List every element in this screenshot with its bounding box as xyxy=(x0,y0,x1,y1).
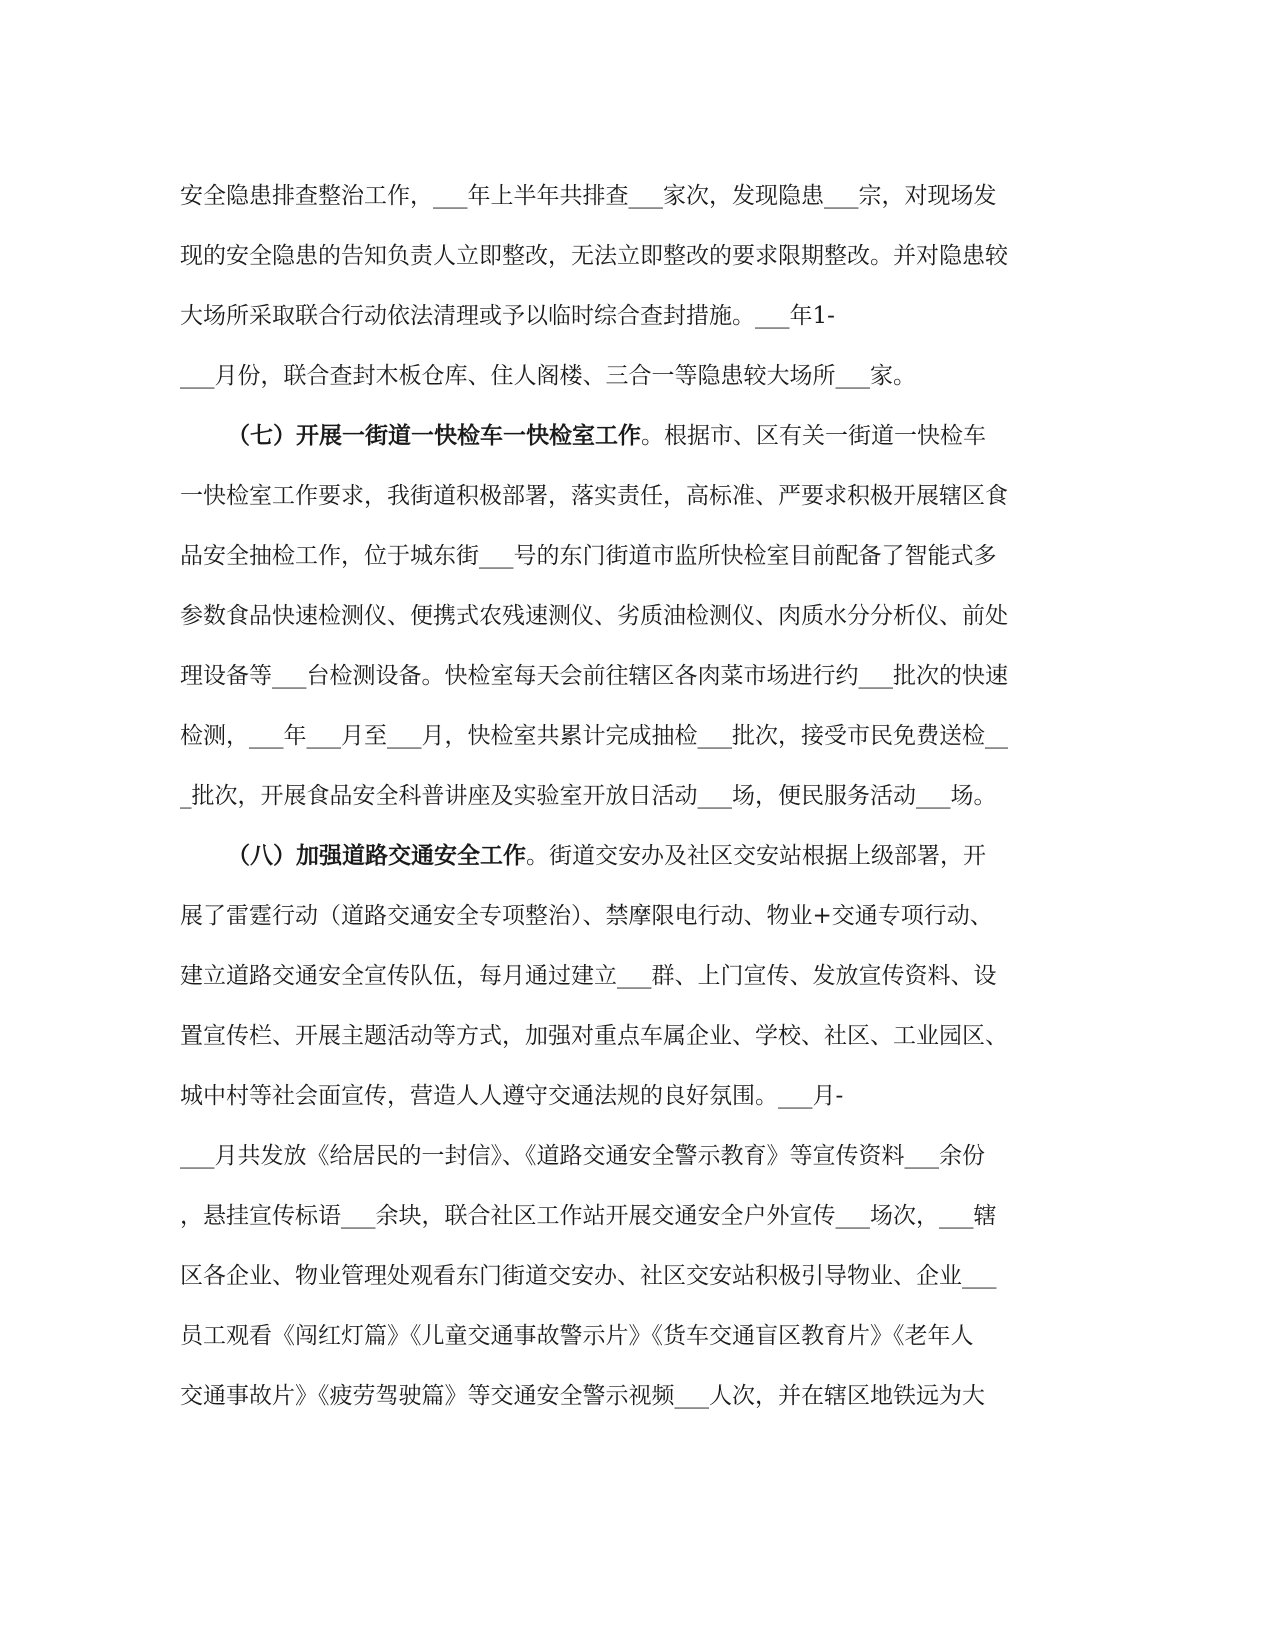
text-line: ___月份，联合查封木板仓库、住人阁楼、三合一等隐患较大场所___家。 xyxy=(180,363,916,389)
section-7-lead: 。根据市、区有关一街道一快检车 xyxy=(641,423,986,449)
text-line: ，悬挂宣传标语___余块，联合社区工作站开展交通安全户外宣传___场次，___辖 xyxy=(180,1203,997,1229)
text-line: 置宣传栏、开展主题活动等方式，加强对重点车属企业、学校、社区、工业园区、 xyxy=(180,1023,1008,1049)
section-7-heading: （七）开展一街道一快检车一快检室工作 xyxy=(227,422,641,449)
text-line: 大场所采取联合行动依法清理或予以临时综合查封措施。___年1- xyxy=(180,303,835,329)
text-line: 城中村等社会面宣传，营造人人遵守交通法规的良好氛围。___月- xyxy=(180,1083,844,1109)
text-line: 安全隐患排查整治工作，___年上半年共排查___家次，发现隐患___宗，对现场发 xyxy=(180,183,997,209)
text-line: _批次，开展食品安全科普讲座及实验室开放日活动___场，便民服务活动___场。 xyxy=(180,783,997,809)
text-line: 建立道路交通安全宣传队伍，每月通过建立___群、上门宣传、发放宣传资料、设 xyxy=(180,963,997,989)
text-line: 展了雷霆行动（道路交通安全专项整治）、禁摩限电行动、物业+交通专项行动、 xyxy=(180,903,993,929)
text-line: 理设备等___台检测设备。快检室每天会前往辖区各肉菜市场进行约___批次的快速 xyxy=(180,663,1008,689)
section-8-lead: 。街道交安办及社区交安站根据上级部署，开 xyxy=(526,843,986,869)
text-line: 区各企业、物业管理处观看东门街道交安办、社区交安站积极引导物业、企业___ xyxy=(180,1263,997,1289)
text-line: 员工观看《闯红灯篇》《儿童交通事故警示片》《货车交通盲区教育片》《老年人 xyxy=(180,1323,974,1349)
document-page xyxy=(180,166,1095,1426)
section-8-heading: （八）加强道路交通安全工作 xyxy=(227,842,526,869)
text-line: 一快检室工作要求，我街道积极部署，落实责任，高标准、严要求积极开展辖区食 xyxy=(180,483,1008,509)
text-line: 现的安全隐患的告知负责人立即整改，无法立即整改的要求限期整改。并对隐患较 xyxy=(180,243,1008,269)
section-8-heading-line xyxy=(180,826,1095,886)
text-line: 参数食品快速检测仪、便携式农残速测仪、劣质油检测仪、肉质水分分析仪、前处 xyxy=(180,603,1008,629)
text-line: 检测，___年___月至___月，快检室共累计完成抽检___批次，接受市民免费送检__ xyxy=(180,723,1008,749)
text-line: 品安全抽检工作，位于城东街___号的东门街道市监所快检室目前配备了智能式多 xyxy=(180,543,997,569)
section-7-heading-line xyxy=(180,406,1095,466)
text-line: ___月共发放《给居民的一封信》、《道路交通安全警示教育》等宣传资料___余份 xyxy=(180,1143,985,1169)
text-line: 交通事故片》《疲劳驾驶篇》等交通安全警示视频___人次，并在辖区地铁远为大 xyxy=(180,1383,985,1409)
